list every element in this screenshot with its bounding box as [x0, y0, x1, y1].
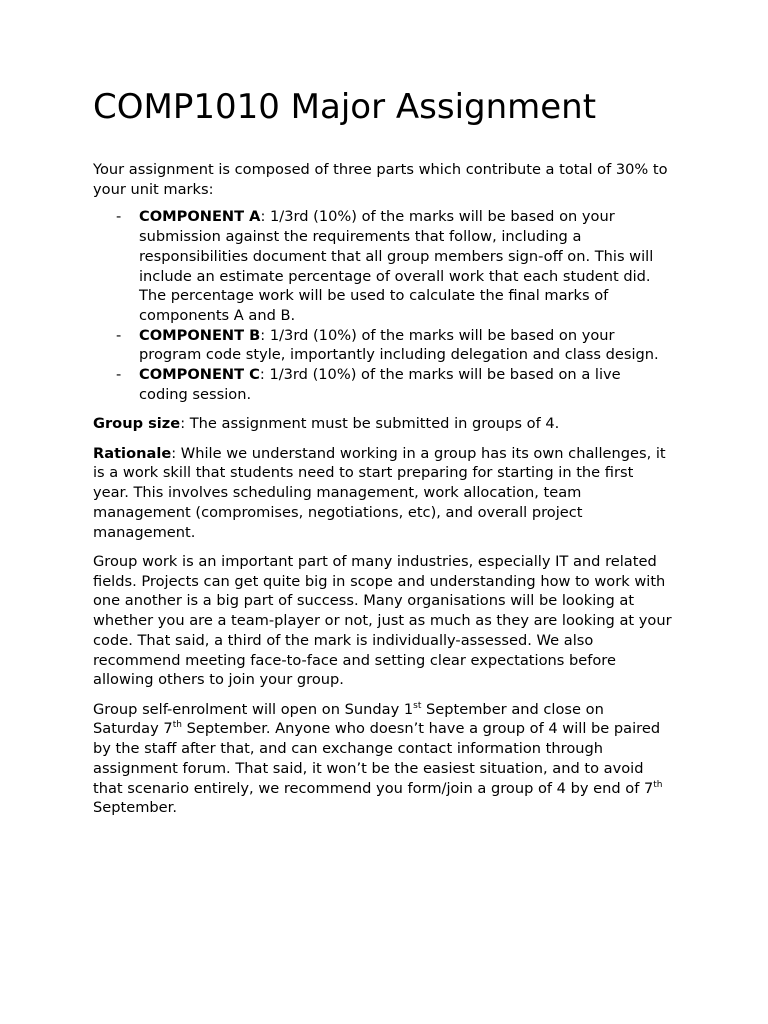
- group-work-paragraph: Group work is an important part of many industries, especially IT and related fields. Projects can get quite big in scope and understanding how to work with one another is a big part of success. Many organisations will be looking at whether you are a team-player or not, just as much as they are looking at your code. That said, a third of the mark is individually-assessed. We also recommend meeting face-to-face and setting clear expectations before allowing others to join your group.: [93, 553, 672, 689]
- rationale-text: : While we understand working in a group has its own challenges, it is a work skill that students need to start preparing for starting in the first year. This involves scheduling management, work allocation, team management (compromises, negotiations, etc), and overall project management.: [93, 444, 666, 541]
- list-dash: -: [116, 208, 122, 226]
- group-size-paragraph: [93, 414, 673, 434]
- list-item-component-c: [93, 365, 673, 404]
- component-b-text: : 1/3rd (10%) of the marks will be based on your program code style, importantly including delegation and class design.: [139, 326, 659, 364]
- component-a-text: : 1/3rd (10%) of the marks will be based on your submission against the requirements that follow, including a responsibilities document that all group members sign-off on. This will include an estimate percentage of overall work that each student did. The percentage work will be used to calculate the final marks of components A and B.: [139, 208, 654, 324]
- group-size-text: : The assignment must be submitted in groups of 4.: [180, 415, 560, 433]
- group-size-label: Group size: [93, 415, 181, 433]
- ordinal-suffix: st: [413, 700, 422, 711]
- document-body: [93, 160, 673, 828]
- component-a-label: COMPONENT A: [139, 208, 261, 226]
- component-c-text: : 1/3rd (10%) of the marks will be based on a live coding session.: [139, 366, 621, 403]
- page-title: COMP1010 Major Assignment: [93, 87, 597, 127]
- ordinal-suffix: th: [653, 779, 663, 790]
- ordinal-suffix: th: [172, 720, 182, 731]
- list-dash: -: [116, 366, 122, 384]
- list-dash: -: [116, 326, 122, 344]
- list-item-component-a: [93, 207, 673, 325]
- rationale-label: Rationale: [93, 444, 172, 462]
- enrolment-text-3: September. Anyone who doesn’t have a group of 4 will be paired by the staff after that, and can exchange contact information through assignment forum. That said, it won’t be the easiest situation, and to avoid that scenario entirely, we recommend you form/join a group of 4 by end of 7: [93, 720, 661, 797]
- component-c-label: COMPONENT C: [139, 366, 260, 384]
- enrolment-text-1: Group self-enrolment will open on Sunday 1: [93, 700, 414, 718]
- enrolment-text-2: September and close on Saturday 7: [93, 700, 604, 738]
- intro-paragraph: Your assignment is composed of three parts which contribute a total of 30% to your unit marks:: [93, 161, 668, 198]
- rationale-paragraph: [93, 444, 673, 543]
- list-item-component-b: [93, 326, 673, 365]
- component-b-label: COMPONENT B: [139, 326, 261, 344]
- enrolment-text-4: September.: [93, 799, 177, 817]
- components-list: [93, 207, 673, 404]
- enrolment-paragraph: [93, 700, 673, 818]
